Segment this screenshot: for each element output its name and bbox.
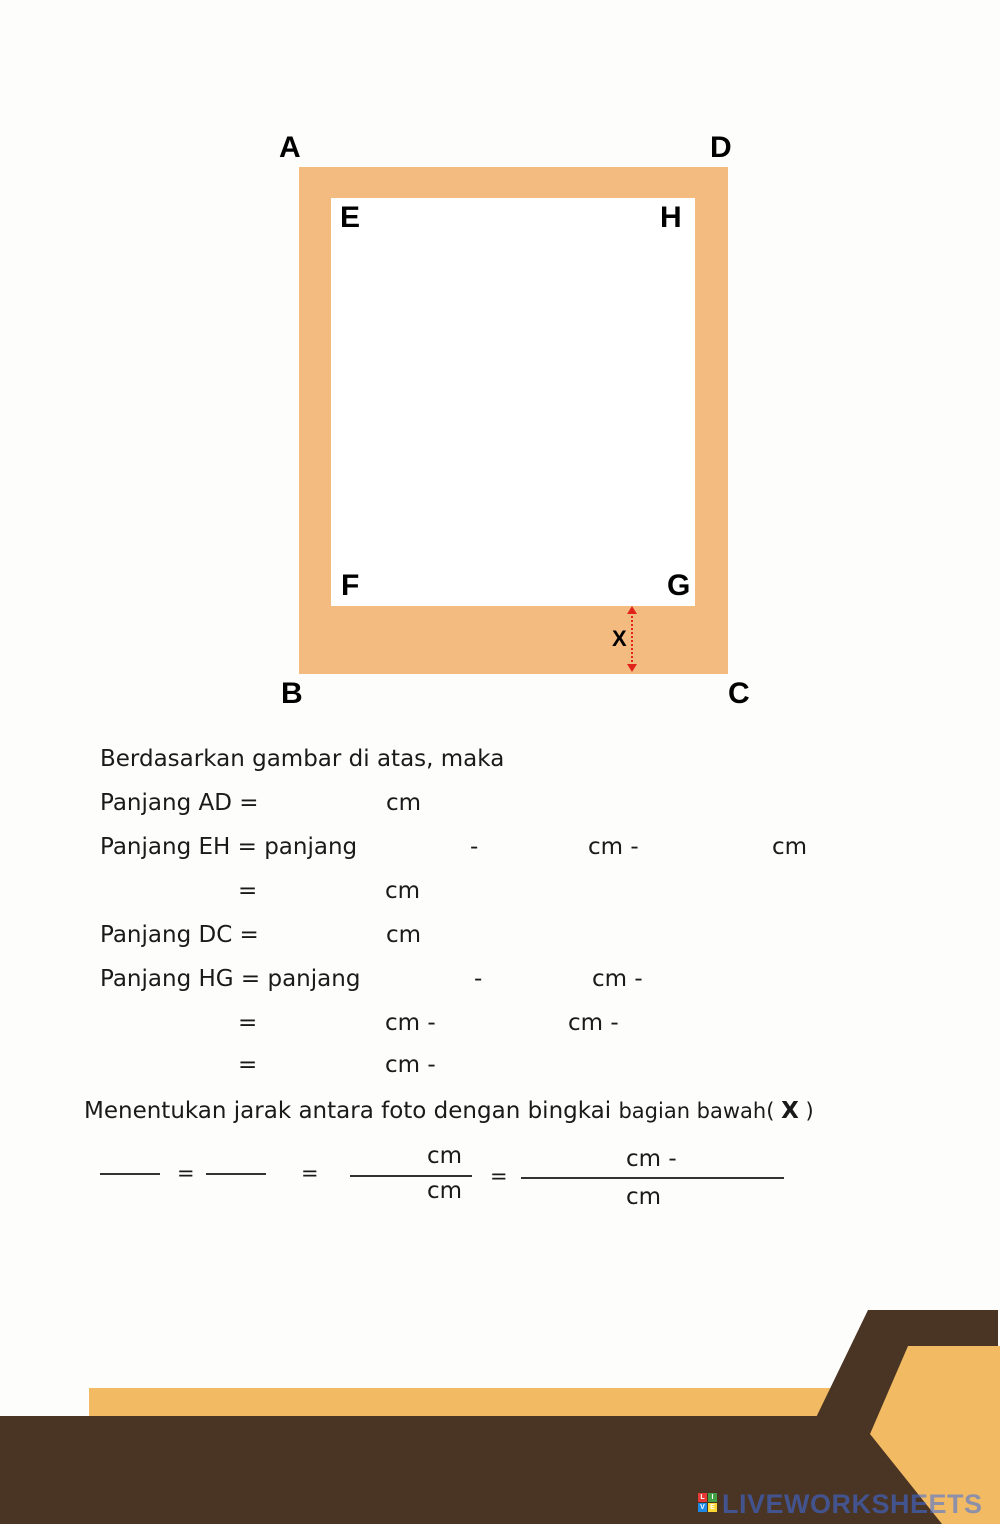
x-calc-blank-2: [206, 1173, 266, 1175]
logo-tile-l: L: [698, 1493, 707, 1502]
hg-step3-unit: cm -: [385, 1052, 436, 1078]
hg-step3-eq: =: [238, 1052, 258, 1078]
eh-result-eq: =: [238, 878, 258, 904]
x-calc-frac1-num: cm: [427, 1143, 463, 1169]
eh-unit-minus: cm -: [588, 834, 639, 860]
eh-label: Panjang EH = panjang: [100, 834, 358, 860]
hg-minus: -: [474, 966, 483, 992]
ad-unit: cm: [386, 790, 422, 816]
x-heading-text-c: ): [798, 1099, 814, 1123]
vertex-label-b: B: [281, 677, 303, 710]
x-label: X: [612, 626, 627, 651]
x-calc-eq-3: =: [490, 1164, 508, 1188]
eh-result-unit: cm: [385, 878, 421, 904]
frame-diagram: [0, 0, 1000, 720]
vertex-label-h: H: [660, 201, 682, 234]
worksheet-body: [0, 740, 1000, 1220]
dc-label: Panjang DC =: [100, 922, 259, 948]
eh-minus: -: [470, 834, 479, 860]
x-calc-eq-1: =: [177, 1161, 195, 1185]
intro-text: Berdasarkan gambar di atas, maka: [100, 746, 505, 772]
x-heading-x: X: [781, 1098, 799, 1124]
x-calc-eq-2: =: [301, 1161, 319, 1185]
vertex-label-g: G: [667, 569, 691, 602]
logo-tile-e: E: [708, 1503, 717, 1512]
x-calc-frac1-bar: [350, 1175, 472, 1177]
hg-unit-minus: cm -: [592, 966, 643, 992]
vertex-label-c: C: [728, 677, 750, 710]
eh-unit: cm: [772, 834, 808, 860]
photo-area: [331, 198, 695, 606]
hg-step2-unit-2: cm -: [568, 1010, 619, 1036]
dc-unit: cm: [386, 922, 422, 948]
logo-tile-v: V: [698, 1503, 707, 1512]
x-heading: [84, 1100, 814, 1123]
liveworksheets-brand-text: LIVEWORKSHEETS: [722, 1489, 983, 1519]
vertex-label-f: F: [341, 569, 360, 602]
logo-tile-i: I: [708, 1493, 717, 1502]
x-calc-frac2-bar: [521, 1177, 784, 1179]
hg-label: Panjang HG = panjang: [100, 966, 361, 992]
vertex-label-e: E: [340, 201, 361, 234]
hg-step2-unit-1: cm -: [385, 1010, 436, 1036]
vertex-label-a: A: [279, 131, 301, 164]
x-heading-text-b: bagian bawah(: [618, 1099, 782, 1123]
x-calc-blank-1: [100, 1173, 160, 1175]
x-calc-frac1-den: cm: [427, 1178, 463, 1204]
liveworksheets-logo: [698, 1493, 718, 1513]
x-calc-frac2-num: cm -: [626, 1146, 677, 1172]
ad-label: Panjang AD =: [100, 790, 259, 816]
x-calc-frac2-den: cm: [626, 1184, 662, 1210]
x-heading-text-a: Menentukan jarak antara foto dengan bingkai: [84, 1098, 619, 1124]
liveworksheets-watermark: [698, 1490, 998, 1518]
vertex-label-d: D: [710, 131, 732, 164]
hg-step2-eq: =: [238, 1010, 258, 1036]
footer-band: [0, 1300, 1000, 1524]
